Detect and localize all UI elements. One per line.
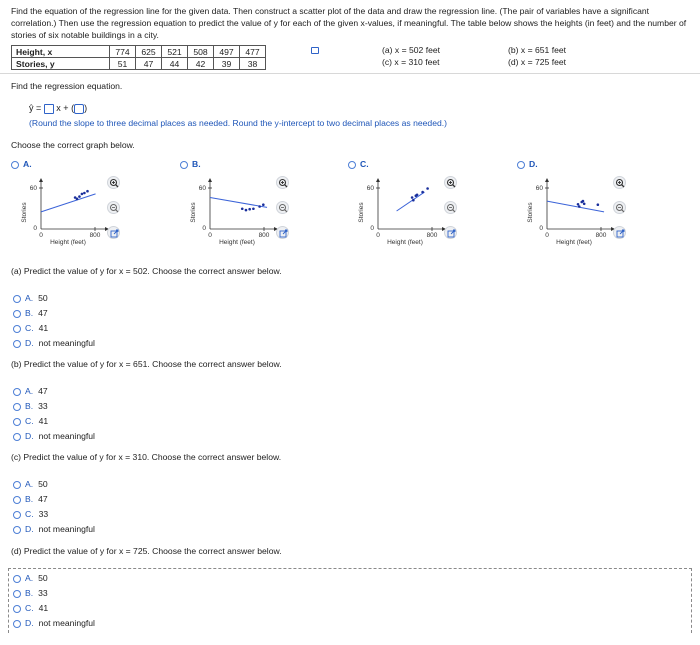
y-hat-label: ŷ =: [29, 103, 42, 113]
data-point: [76, 198, 79, 201]
active-question-frame: [8, 568, 692, 633]
x-tick-label-800: 800: [258, 232, 270, 239]
data-point: [578, 205, 581, 208]
y-axis-arrow: [376, 178, 380, 182]
table-cell: 625: [136, 46, 162, 58]
option-text: 33: [38, 509, 49, 519]
x-tick-label-0: 0: [376, 232, 380, 239]
question-c-option-d[interactable]: [13, 523, 95, 535]
option-letter: D.: [25, 338, 34, 348]
question-a-prompt: (a) Predict the value of y for x = 502. Choose the correct answer below.: [11, 266, 282, 276]
y-tick-label: 60: [366, 185, 374, 192]
x-tick-label-800: 800: [426, 232, 438, 239]
question-b-option-b[interactable]: [13, 400, 48, 412]
xvalue-a: (a) x = 502 feet: [382, 45, 441, 55]
option-text: 47: [38, 494, 48, 504]
problem-intro: Find the equation of the regression line for the given data. Then construct a scatter plot of the data and draw the regression line. (The pair of variables have a significant correlation.) Then use the regression equation to predict the value of y for each of the given x-values, if meaningful. The table below shows the heights (in feet) and the number of stories of six notable buildings in a city.: [11, 6, 687, 40]
table-row-label: Stories, y: [12, 58, 110, 70]
graph-option-letter: C.: [360, 159, 369, 169]
expand-icon[interactable]: [613, 226, 626, 239]
x-tick-label-0: 0: [545, 232, 549, 239]
y-axis-arrow: [208, 178, 212, 182]
y-zero-label: 0: [370, 225, 374, 232]
option-text: not meaningful: [38, 431, 95, 441]
question-b-option-a[interactable]: [13, 385, 48, 397]
option-letter: D.: [25, 431, 34, 441]
option-text: not meaningful: [38, 524, 95, 534]
data-point: [81, 193, 84, 196]
option-letter: C.: [25, 509, 34, 519]
y-axis-label: Stories: [527, 202, 534, 223]
data-point: [245, 209, 248, 212]
option-letter: D.: [25, 524, 34, 534]
data-point: [577, 203, 580, 206]
graph-option-letter: A.: [23, 159, 32, 169]
data-point: [83, 192, 86, 195]
table-cell: 38: [240, 58, 266, 70]
data-point: [412, 199, 415, 202]
expand-icon[interactable]: [276, 226, 289, 239]
expand-icon[interactable]: [107, 226, 120, 239]
table-row-stories: [12, 58, 266, 70]
y-zero-label: 0: [202, 225, 206, 232]
radio-button[interactable]: [13, 511, 21, 519]
y-tick-label: 60: [535, 185, 543, 192]
x-tick-label-800: 800: [89, 232, 101, 239]
data-point: [248, 208, 251, 211]
xvalue-d: (d) x = 725 feet: [508, 57, 567, 67]
table-cell: 508: [188, 46, 214, 58]
option-letter: B.: [25, 401, 34, 411]
option-text: 41: [38, 416, 49, 426]
graph-option-b[interactable]: [180, 159, 201, 169]
option-letter: A.: [25, 386, 34, 396]
y-axis-arrow: [545, 178, 549, 182]
radio-button[interactable]: [11, 161, 19, 169]
round-note: (Round the slope to three decimal places as needed. Round the y-intercept to two decimal places as needed.): [29, 118, 448, 128]
y-axis-label: Stories: [358, 202, 365, 223]
table-row-label: Height, x: [12, 46, 110, 58]
choose-graph-prompt: Choose the correct graph below.: [11, 140, 135, 150]
data-point: [241, 207, 244, 210]
divider: [0, 73, 700, 74]
option-text: not meaningful: [38, 618, 95, 628]
zoom-out-icon[interactable]: [276, 201, 289, 214]
radio-button[interactable]: [13, 496, 21, 504]
graph-option-letter: B.: [192, 159, 201, 169]
option-letter: D.: [25, 618, 34, 628]
radio-button[interactable]: [13, 481, 21, 489]
data-point: [426, 187, 429, 190]
radio-button[interactable]: [180, 161, 188, 169]
data-table: [11, 45, 266, 70]
radio-button[interactable]: [13, 340, 21, 348]
zoom-out-icon[interactable]: [107, 201, 120, 214]
copy-data-icon[interactable]: [311, 47, 319, 54]
option-letter: C.: [25, 416, 34, 426]
xvalue-c: (c) x = 310 feet: [382, 57, 440, 67]
question-b-option-d[interactable]: [13, 430, 95, 442]
zoom-out-icon[interactable]: [613, 201, 626, 214]
intercept-input[interactable]: [74, 104, 84, 114]
x-axis-label: Height (feet): [50, 239, 86, 246]
data-point: [252, 207, 255, 210]
x-tick-label-0: 0: [208, 232, 212, 239]
y-tick-label: 60: [198, 185, 206, 192]
table-cell: 521: [162, 46, 188, 58]
option-letter: A.: [25, 573, 34, 583]
data-point: [262, 203, 265, 206]
option-text: 33: [38, 401, 48, 411]
find-equation-prompt: Find the regression equation.: [11, 81, 123, 91]
y-axis-label: Stories: [190, 202, 197, 223]
table-cell: 39: [214, 58, 240, 70]
data-point: [583, 203, 586, 206]
x-axis-label: Height (feet): [556, 239, 592, 246]
graph-option-a[interactable]: [11, 159, 32, 169]
radio-button[interactable]: [13, 325, 21, 333]
question-c-option-c[interactable]: [13, 508, 48, 520]
regression-line: [397, 192, 425, 211]
x-tick-label-800: 800: [595, 232, 607, 239]
option-text: 47: [38, 308, 48, 318]
option-text: 50: [38, 479, 48, 489]
y-zero-label: 0: [539, 225, 543, 232]
table-cell: 497: [214, 46, 240, 58]
graph-option-c[interactable]: [348, 159, 369, 169]
option-text: 41: [38, 323, 49, 333]
table-cell: 51: [110, 58, 136, 70]
y-axis-label: Stories: [21, 202, 28, 223]
data-point: [582, 200, 585, 203]
zoom-out-icon[interactable]: [444, 201, 457, 214]
y-axis-arrow: [39, 178, 43, 182]
table-row-height: [12, 46, 266, 58]
table-cell: 477: [240, 46, 266, 58]
regression-line: [547, 201, 604, 212]
table-cell: 42: [188, 58, 214, 70]
radio-button[interactable]: [13, 403, 21, 411]
slope-input[interactable]: [44, 104, 54, 114]
x-plus-label: x +: [56, 103, 69, 113]
option-text: 41: [38, 603, 49, 613]
expand-icon[interactable]: [444, 226, 457, 239]
xvalue-b: (b) x = 651 feet: [508, 45, 567, 55]
data-point: [258, 205, 261, 208]
question-c-option-a[interactable]: [13, 478, 48, 490]
x-axis-label: Height (feet): [219, 239, 255, 246]
radio-button[interactable]: [517, 161, 525, 169]
radio-button[interactable]: [13, 418, 21, 426]
zoom-in-icon[interactable]: [444, 176, 457, 189]
graph-option-d[interactable]: [517, 159, 538, 169]
data-point: [86, 190, 89, 193]
question-b-option-c[interactable]: [13, 415, 48, 427]
option-letter: A.: [25, 293, 34, 303]
regression-equation: ŷ = x + ( ): [29, 103, 88, 113]
question-c-prompt: (c) Predict the value of y for x = 310. Choose the correct answer below.: [11, 452, 282, 462]
x-axis-label: Height (feet): [387, 239, 423, 246]
regression-line: [41, 194, 96, 212]
question-a-option-a[interactable]: [13, 292, 48, 304]
radio-button[interactable]: [13, 526, 21, 534]
zoom-in-icon[interactable]: [107, 176, 120, 189]
option-letter: C.: [25, 603, 34, 613]
zoom-in-icon[interactable]: [276, 176, 289, 189]
radio-button[interactable]: [13, 388, 21, 396]
radio-button[interactable]: [13, 295, 21, 303]
option-text: 50: [38, 293, 48, 303]
radio-button[interactable]: [348, 161, 356, 169]
y-tick-label: 60: [29, 185, 37, 192]
option-text: not meaningful: [38, 338, 95, 348]
option-letter: B.: [25, 494, 34, 504]
data-point: [597, 203, 600, 206]
data-point: [421, 191, 424, 194]
question-b-prompt: (b) Predict the value of y for x = 651. Choose the correct answer below.: [11, 359, 282, 369]
question-a-option-c[interactable]: [13, 322, 48, 334]
option-text: 33: [38, 588, 48, 598]
table-cell: 774: [110, 46, 136, 58]
y-zero-label: 0: [33, 225, 37, 232]
radio-button[interactable]: [13, 310, 21, 318]
option-letter: C.: [25, 323, 34, 333]
zoom-in-icon[interactable]: [613, 176, 626, 189]
question-c-option-b[interactable]: [13, 493, 48, 505]
option-letter: B.: [25, 308, 34, 318]
x-tick-label-0: 0: [39, 232, 43, 239]
option-text: 50: [38, 573, 48, 583]
table-cell: 47: [136, 58, 162, 70]
option-letter: A.: [25, 479, 34, 489]
table-cell: 44: [162, 58, 188, 70]
option-letter: B.: [25, 588, 34, 598]
graph-option-letter: D.: [529, 159, 538, 169]
data-point: [78, 195, 81, 198]
question-d-prompt: (d) Predict the value of y for x = 725. Choose the correct answer below.: [11, 546, 282, 556]
option-text: 47: [38, 386, 48, 396]
data-point: [416, 194, 419, 197]
radio-button[interactable]: [13, 433, 21, 441]
question-a-option-d[interactable]: [13, 337, 95, 349]
question-a-option-b[interactable]: [13, 307, 48, 319]
data-point: [411, 196, 414, 199]
